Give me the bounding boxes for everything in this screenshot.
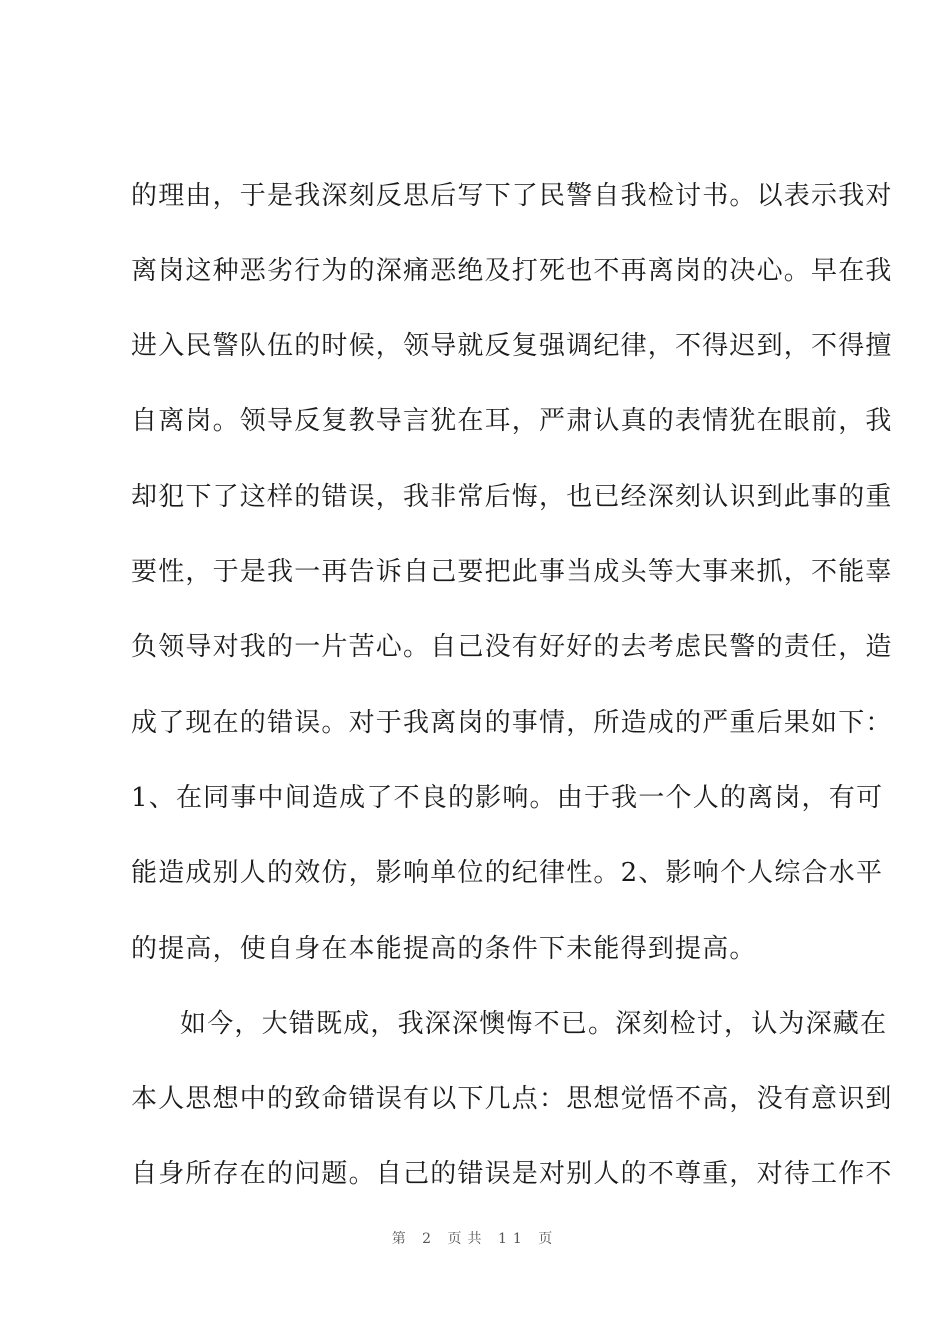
text-line: 负领导对我的一片苦心。自己没有好好的去考虑民警的责任，造: [131, 632, 893, 662]
text-line: 本人思想中的致命错误有以下几点：思想觉悟不高，没有意识到: [131, 1084, 893, 1114]
text-line: 1、在同事中间造成了不良的影响。由于我一个人的离岗，有可: [131, 783, 884, 813]
text-line: 能造成别人的效仿，影响单位的纪律性。2、影响个人综合水平: [131, 858, 884, 888]
text-line: 的提高，使自身在本能提高的条件下未能得到提高。: [131, 934, 757, 964]
text-line: 的理由，于是我深刻反思后写下了民警自我检讨书。以表示我对: [131, 181, 893, 211]
text-line: 离岗这种恶劣行为的深痛恶绝及打死也不再离岗的决心。早在我: [131, 256, 893, 286]
text-line: 自身所存在的问题。自己的错误是对别人的不尊重，对待工作不: [131, 1159, 893, 1189]
text-line: 要性，于是我一再告诉自己要把此事当成头等大事来抓，不能辜: [131, 557, 893, 587]
text-line: 成了现在的错误。对于我离岗的事情，所造成的严重后果如下：: [131, 708, 893, 738]
text-line: 进入民警队伍的时候，领导就反复强调纪律，不得迟到，不得擅: [131, 331, 893, 361]
page-number-footer: 第 2 页共 11 页: [391, 1231, 559, 1247]
text-line: 自离岗。领导反复教导言犹在耳，严肃认真的表情犹在眼前，我: [131, 406, 893, 436]
text-line: 却犯下了这样的错误，我非常后悔，也已经深刻认识到此事的重: [131, 482, 893, 512]
paragraph-first-line: 如今，大错既成，我深深懊悔不已。深刻检讨，认为深藏在: [180, 1009, 888, 1039]
